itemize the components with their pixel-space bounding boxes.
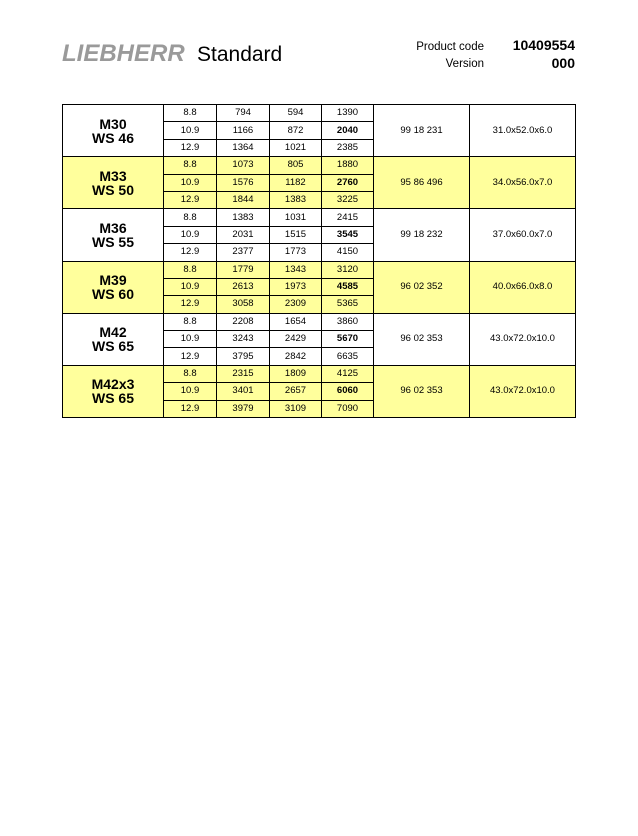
- value-cell: 2315: [217, 365, 270, 382]
- value-cell: 2031: [217, 226, 270, 243]
- grade-cell: 10.9: [164, 226, 217, 243]
- product-code-label: Product code: [416, 41, 484, 53]
- value-cell: 2613: [217, 278, 270, 295]
- value-cell: 3979: [217, 400, 270, 417]
- thread-size: M36: [99, 219, 127, 236]
- part-number-cell: 96 02 352: [374, 261, 470, 313]
- value-cell: 3243: [217, 331, 270, 348]
- liebherr-logo: LIEBHERR: [62, 40, 185, 67]
- value-cell: 1654: [270, 313, 322, 330]
- grade-cell: 8.8: [164, 209, 217, 226]
- grade-cell: 10.9: [164, 278, 217, 295]
- wrench-size: WS 65: [91, 338, 134, 355]
- size-cell: [63, 105, 164, 157]
- value-cell: 2377: [217, 244, 270, 261]
- grade-cell: 10.9: [164, 122, 217, 139]
- value-cell: 4585: [322, 278, 374, 295]
- value-cell: 2208: [217, 313, 270, 330]
- value-cell: 2040: [322, 122, 374, 139]
- grade-cell: 12.9: [164, 191, 217, 208]
- wrench-size: WS 65: [91, 390, 134, 407]
- grade-cell: 10.9: [164, 331, 217, 348]
- value-cell: 3109: [270, 400, 322, 417]
- wrench-size: WS 50: [91, 181, 134, 198]
- dimensions-cell: 40.0x66.0x8.0: [470, 261, 576, 313]
- value-cell: 1576: [217, 174, 270, 191]
- value-cell: 2842: [270, 348, 322, 365]
- dimensions-cell: 31.0x52.0x6.0: [470, 105, 576, 157]
- grade-cell: 12.9: [164, 296, 217, 313]
- value-cell: 2415: [322, 209, 374, 226]
- thread-size: M42x3: [91, 376, 135, 393]
- table-row: [63, 365, 576, 382]
- value-cell: 1779: [217, 261, 270, 278]
- value-cell: 6635: [322, 348, 374, 365]
- value-cell: 5365: [322, 296, 374, 313]
- value-cell: 1364: [217, 139, 270, 156]
- thread-size: M39: [99, 272, 127, 289]
- value-cell: 1809: [270, 365, 322, 382]
- grade-cell: 8.8: [164, 313, 217, 330]
- grade-cell: 8.8: [164, 157, 217, 174]
- wrench-size: WS 60: [91, 286, 134, 303]
- value-cell: 5670: [322, 331, 374, 348]
- size-cell: [63, 261, 164, 313]
- value-cell: 1390: [322, 105, 374, 122]
- table-row: [63, 105, 576, 122]
- part-number-cell: 99 18 231: [374, 105, 470, 157]
- grade-cell: 8.8: [164, 105, 217, 122]
- size-cell: [63, 313, 164, 365]
- grade-cell: 8.8: [164, 365, 217, 382]
- value-cell: 3120: [322, 261, 374, 278]
- value-cell: 594: [270, 105, 322, 122]
- thread-size: M42: [99, 324, 127, 341]
- value-cell: 1073: [217, 157, 270, 174]
- value-cell: 1973: [270, 278, 322, 295]
- dimensions-cell: 34.0x56.0x7.0: [470, 157, 576, 209]
- grade-cell: 12.9: [164, 348, 217, 365]
- value-cell: 3545: [322, 226, 374, 243]
- value-cell: 1383: [270, 191, 322, 208]
- value-cell: 2760: [322, 174, 374, 191]
- product-code-value: 10409554: [512, 37, 575, 53]
- dimensions-cell: 37.0x60.0x7.0: [470, 209, 576, 261]
- dimensions-cell: 43.0x72.0x10.0: [470, 313, 576, 365]
- value-cell: 1773: [270, 244, 322, 261]
- value-cell: 2429: [270, 331, 322, 348]
- value-cell: 3795: [217, 348, 270, 365]
- value-cell: 805: [270, 157, 322, 174]
- version-value: 000: [551, 55, 575, 71]
- value-cell: 3401: [217, 383, 270, 400]
- value-cell: 1182: [270, 174, 322, 191]
- table-row: [63, 261, 576, 278]
- value-cell: 3225: [322, 191, 374, 208]
- value-cell: 4125: [322, 365, 374, 382]
- value-cell: 2385: [322, 139, 374, 156]
- size-cell: [63, 157, 164, 209]
- thread-size: M30: [99, 115, 127, 132]
- value-cell: 794: [217, 105, 270, 122]
- grade-cell: 10.9: [164, 383, 217, 400]
- grade-cell: 10.9: [164, 174, 217, 191]
- value-cell: 1343: [270, 261, 322, 278]
- table-row: [63, 157, 576, 174]
- page-header: [0, 0, 638, 100]
- value-cell: 1515: [270, 226, 322, 243]
- value-cell: 2657: [270, 383, 322, 400]
- value-cell: 1844: [217, 191, 270, 208]
- size-cell: [63, 365, 164, 417]
- value-cell: 6060: [322, 383, 374, 400]
- value-cell: 4150: [322, 244, 374, 261]
- thread-size: M33: [99, 167, 127, 184]
- value-cell: 3058: [217, 296, 270, 313]
- wrench-size: WS 55: [91, 233, 134, 250]
- table-row: [63, 209, 576, 226]
- grade-cell: 8.8: [164, 261, 217, 278]
- value-cell: 1383: [217, 209, 270, 226]
- value-cell: 7090: [322, 400, 374, 417]
- size-cell: [63, 209, 164, 261]
- version-label: Version: [445, 58, 484, 70]
- grade-cell: 12.9: [164, 139, 217, 156]
- value-cell: 1880: [322, 157, 374, 174]
- part-number-cell: 96 02 353: [374, 365, 470, 417]
- document-title: Standard: [197, 43, 283, 66]
- value-cell: 872: [270, 122, 322, 139]
- part-number-cell: 99 18 232: [374, 209, 470, 261]
- value-cell: 3860: [322, 313, 374, 330]
- value-cell: 2309: [270, 296, 322, 313]
- bolt-spec-table: [62, 104, 576, 418]
- part-number-cell: 95 86 496: [374, 157, 470, 209]
- dimensions-cell: 43.0x72.0x10.0: [470, 365, 576, 417]
- grade-cell: 12.9: [164, 400, 217, 417]
- wrench-size: WS 46: [91, 129, 134, 146]
- value-cell: 1031: [270, 209, 322, 226]
- value-cell: 1166: [217, 122, 270, 139]
- part-number-cell: 96 02 353: [374, 313, 470, 365]
- grade-cell: 12.9: [164, 244, 217, 261]
- value-cell: 1021: [270, 139, 322, 156]
- table-row: [63, 313, 576, 330]
